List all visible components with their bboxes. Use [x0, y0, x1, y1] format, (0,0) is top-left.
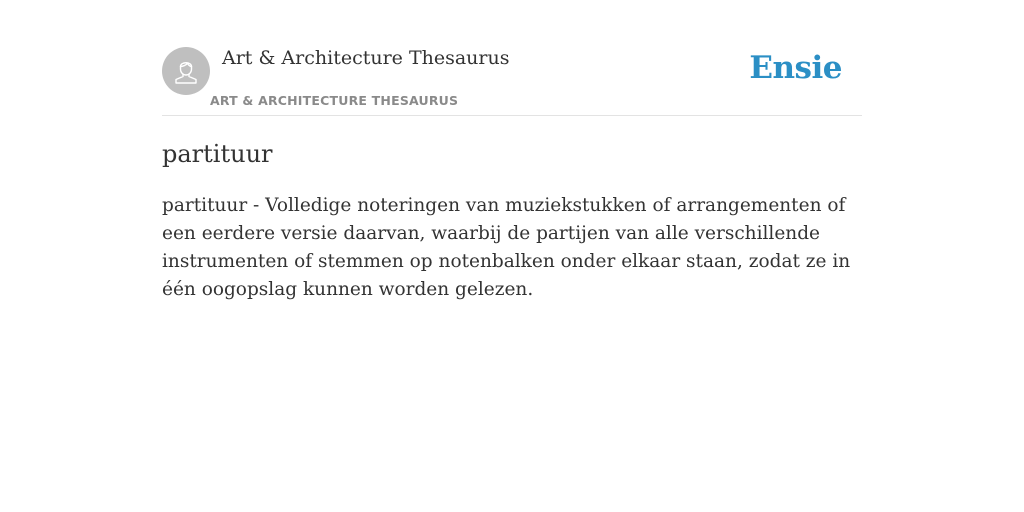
author-avatar[interactable]: [162, 47, 210, 95]
term-title: partituur: [162, 140, 273, 168]
user-avatar-icon: [171, 56, 201, 86]
entry-header: [162, 0, 862, 116]
definition-text: partituur - Volledige noteringen van muziekstukken of arrangementen of een eerdere versie daarvan, waarbij de partijen van alle verschillende instrumenten of stemmen op notenbalken onder elkaar staan, zodat ze in één oogopslag kunnen worden gelezen.: [162, 195, 851, 300]
source-label[interactable]: ART & ARCHITECTURE THESAURUS: [210, 93, 459, 108]
brand-logo[interactable]: Ensie: [749, 50, 842, 86]
author-name[interactable]: Art & Architecture Thesaurus: [222, 47, 510, 69]
